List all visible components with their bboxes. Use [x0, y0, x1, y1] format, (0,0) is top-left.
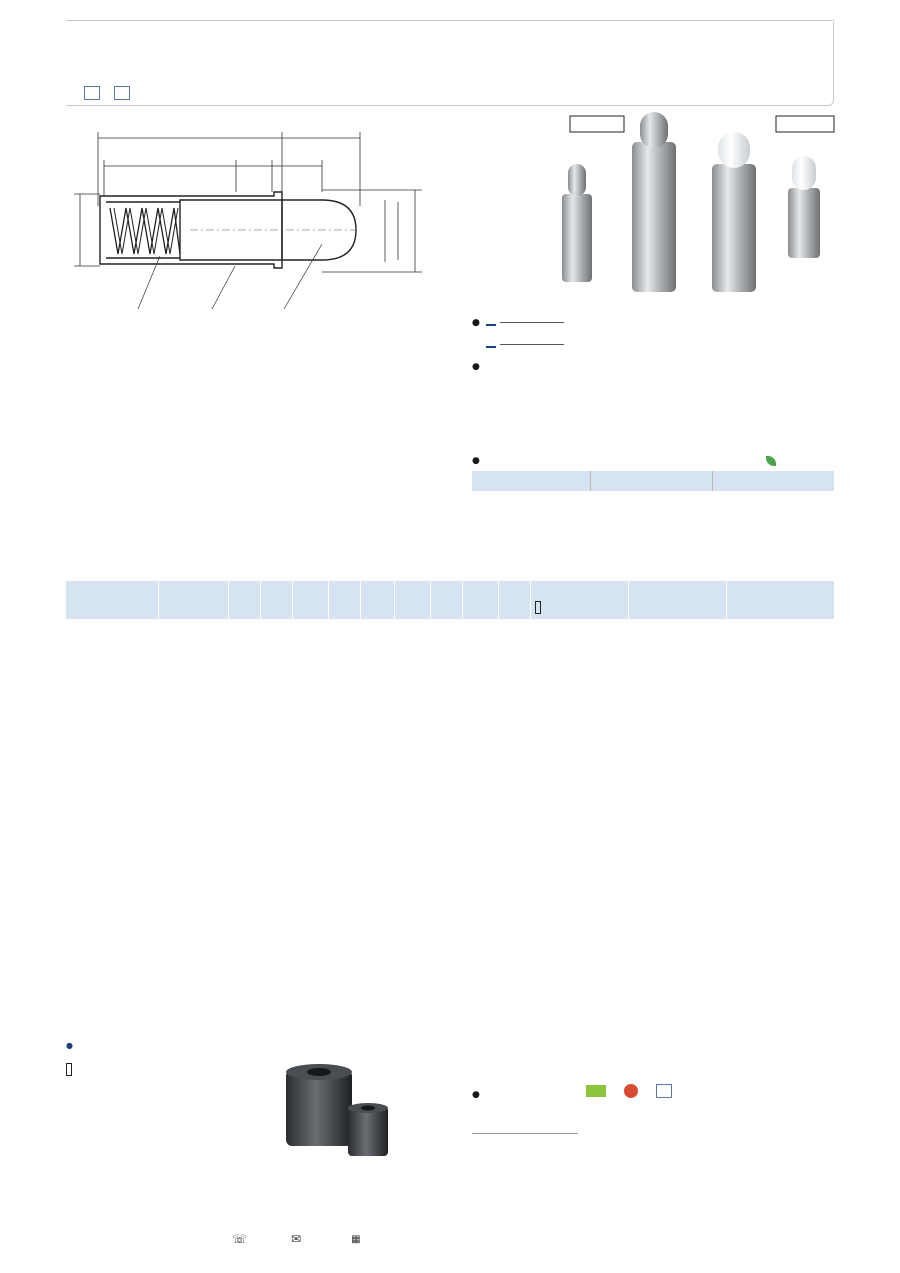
header-mass: [726, 581, 834, 619]
feature-item-ni: [472, 312, 842, 334]
header-L: [394, 581, 430, 619]
header-price: [158, 581, 228, 619]
ball-button-photo: [280, 1060, 400, 1160]
header-toolbar: [84, 86, 156, 100]
order-tag: [472, 1143, 484, 1162]
plunger-large-ku: [712, 164, 756, 292]
header-L2: [462, 581, 498, 619]
pin-small-ni: [568, 164, 586, 196]
related-title: [66, 1038, 77, 1053]
pin-large-ku: [718, 132, 750, 168]
header-D2: [328, 581, 360, 619]
category-sidebar: [860, 20, 900, 1240]
header-D: [260, 581, 292, 619]
technical-drawing: [60, 126, 430, 326]
ku-chip: [486, 346, 496, 348]
header-s: [360, 581, 394, 619]
ni-chip: [486, 324, 496, 326]
order-title: ●: [472, 1090, 480, 1100]
pin-small-ku: [792, 156, 816, 190]
plunger-small-ku: [788, 188, 820, 258]
header-code: [66, 581, 158, 619]
material-header: [472, 471, 590, 491]
ku-description: [568, 334, 778, 356]
web-icon: [84, 86, 100, 100]
web-icon: [114, 86, 130, 100]
clock-icon: [624, 1084, 638, 1098]
plunger-small-ni: [562, 194, 592, 282]
ni-description: [568, 312, 778, 334]
bb-chip: [535, 601, 541, 614]
leaf-icon: [766, 456, 776, 466]
plunger-large-ni: [632, 142, 676, 292]
bb-chip: [66, 1063, 72, 1076]
feature-item-ku: [472, 334, 842, 356]
header-D1: [228, 581, 260, 619]
pin-large-ni: [640, 112, 668, 148]
related-text: [66, 1060, 276, 1078]
header-L3: [498, 581, 530, 619]
phone-icon: ☏: [232, 1232, 248, 1246]
rohs-badge: [766, 456, 776, 467]
footer: [66, 1232, 836, 1246]
feature-list: [472, 312, 842, 356]
header-D3: [292, 581, 328, 619]
order-underline: [472, 1133, 578, 1134]
spec-table: [66, 581, 834, 619]
header-ball-button: [530, 581, 628, 619]
material-title: ●: [472, 456, 480, 466]
web-icon: ▦: [351, 1233, 361, 1245]
mail-icon: ✉: [291, 1232, 302, 1246]
product-photo: [548, 112, 838, 302]
web-icon: [656, 1084, 672, 1098]
header-load: [628, 581, 726, 619]
header-L1: [430, 581, 462, 619]
header-frame: [66, 22, 834, 106]
order-icons: [586, 1084, 678, 1098]
truck-icon: [586, 1085, 606, 1097]
brand-logo: [752, 46, 822, 86]
header-top-rule: [66, 20, 834, 21]
material-header: [590, 471, 712, 491]
material-header: [712, 471, 834, 491]
material-table: [472, 471, 834, 492]
